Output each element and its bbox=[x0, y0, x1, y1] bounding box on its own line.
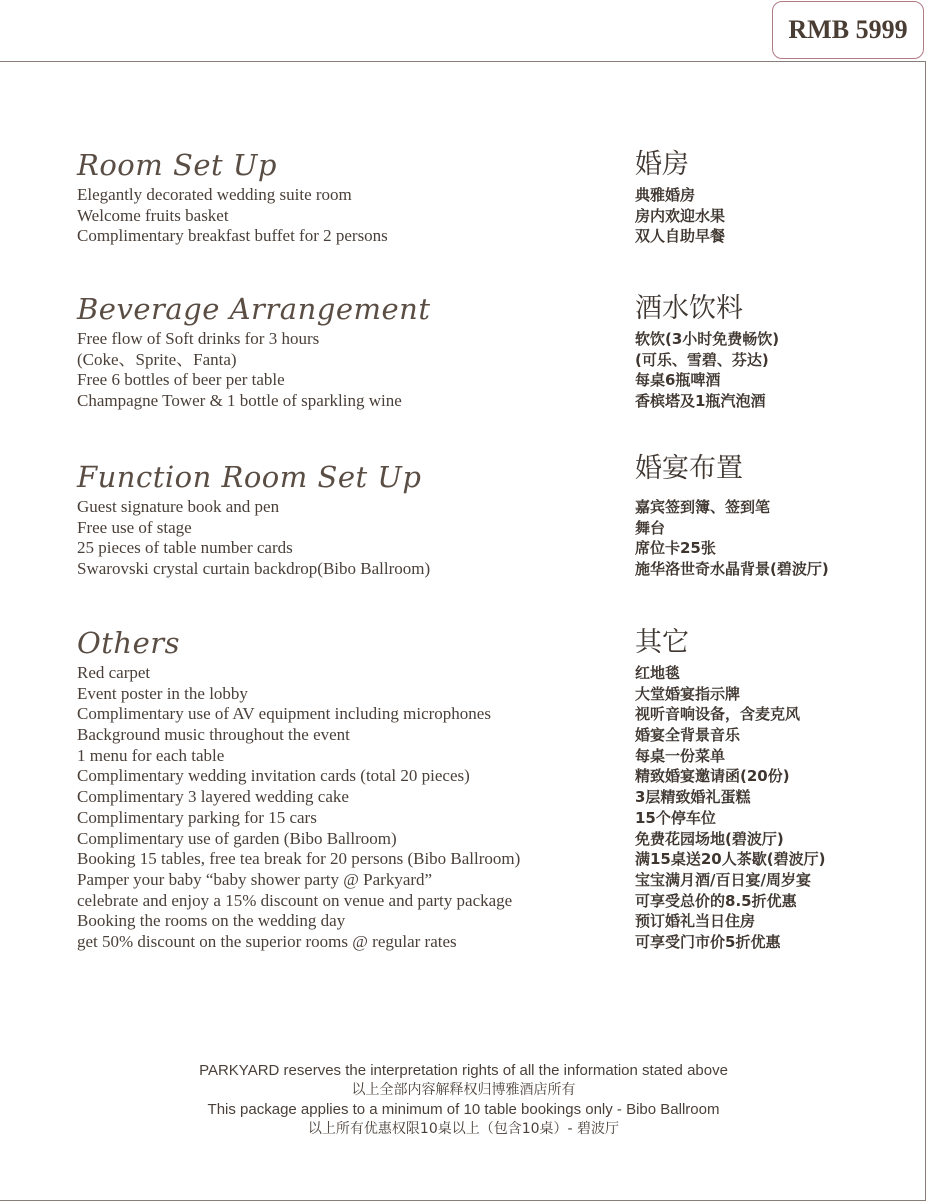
section-title: 酒水饮料 bbox=[635, 293, 743, 324]
list-item: 3层精致婚礼蛋糕 bbox=[635, 788, 751, 807]
section-title: Room Set Up bbox=[77, 148, 277, 182]
list-item: (Coke、Sprite、Fanta) bbox=[77, 349, 237, 369]
list-item: 房内欢迎水果 bbox=[635, 206, 726, 225]
list-item: 预订婚礼当日住房 bbox=[635, 912, 756, 931]
list-item: 满15桌送20人茶歇(碧波厅) bbox=[635, 850, 826, 869]
list-item: 15个停车位 bbox=[635, 808, 716, 827]
list-item: Background music throughout the event bbox=[77, 725, 350, 745]
list-item: Booking 15 tables, free tea break for 20 persons (Bibo Ballroom) bbox=[77, 849, 521, 869]
section-room-set-up-cn bbox=[635, 145, 925, 247]
list-item: 1 menu for each table bbox=[77, 745, 225, 765]
footer-rights-en: PARKYARD reserves the interpretation rights of all the information stated above bbox=[199, 1062, 728, 1079]
list-item: 免费花园场地(碧波厅) bbox=[635, 829, 784, 848]
list-item: 软饮(3小时免费畅饮) bbox=[635, 330, 780, 348]
list-item: Complimentary breakfast buffet for 2 persons bbox=[77, 226, 388, 246]
list-item: Swarovski crystal curtain backdrop(Bibo Ballroom) bbox=[77, 559, 431, 579]
list-item: Guest signature book and pen bbox=[77, 497, 280, 516]
footer-minimum-en: This package applies to a minimum of 10 table bookings only - Bibo Ballroom bbox=[207, 1101, 720, 1118]
section-title: 婚宴布置 bbox=[635, 453, 743, 484]
list-item: Complimentary wedding invitation cards (total 20 pieces) bbox=[77, 766, 470, 786]
list-item: Red carpet bbox=[77, 663, 151, 682]
list-item: 典雅婚房 bbox=[635, 186, 696, 204]
footer-rights-cn: 以上全部内容解释权归博雅酒店所有 bbox=[351, 1081, 576, 1098]
list-item: 视听音响设备，含麦克风 bbox=[635, 705, 801, 724]
list-item: 嘉宾签到簿、签到笔 bbox=[635, 498, 771, 516]
list-item: Complimentary 3 layered wedding cake bbox=[77, 787, 349, 807]
section-beverage-en bbox=[77, 289, 597, 412]
list-item: (可乐、雪碧、芬达) bbox=[635, 350, 769, 369]
list-item: Booking the rooms on the wedding day bbox=[77, 911, 346, 931]
section-others-cn bbox=[635, 623, 925, 953]
list-item: Champagne Tower & 1 bottle of sparkling wine bbox=[77, 391, 402, 411]
list-item: 香槟塔及1瓶汽泡酒 bbox=[635, 392, 766, 411]
section-room-set-up-en bbox=[77, 145, 597, 247]
list-item: 舞台 bbox=[635, 518, 666, 537]
section-function-room-cn bbox=[635, 449, 925, 580]
list-item: 大堂婚宴指示牌 bbox=[635, 684, 741, 703]
list-item: 宝宝满月酒/百日宴/周岁宴 bbox=[635, 870, 811, 889]
price-tag: RMB 5999 bbox=[772, 1, 924, 59]
section-beverage-cn bbox=[635, 289, 925, 412]
list-item: Welcome fruits basket bbox=[77, 205, 229, 225]
list-item: Free flow of Soft drinks for 3 hours bbox=[77, 329, 320, 348]
section-function-room-en bbox=[77, 457, 597, 580]
list-item: get 50% discount on the superior rooms @ regular rates bbox=[77, 931, 457, 951]
section-title: 婚房 bbox=[635, 149, 689, 180]
list-item: celebrate and enjoy a 15% discount on venue and party package bbox=[77, 890, 513, 910]
list-item: 席位卡25张 bbox=[635, 539, 716, 558]
list-item: Complimentary parking for 15 cars bbox=[77, 807, 317, 827]
list-item: 每桌一份菜单 bbox=[635, 746, 726, 765]
list-item: 施华洛世奇水晶背景(碧波厅) bbox=[635, 560, 829, 579]
footer-notes bbox=[0, 1061, 927, 1139]
section-others-en bbox=[77, 623, 597, 953]
footer-minimum-cn: 以上所有优惠权限10桌以上（包含10桌）- 碧波厅 bbox=[307, 1120, 620, 1137]
list-item: Complimentary use of AV equipment including microphones bbox=[77, 704, 491, 724]
list-item: 25 pieces of table number cards bbox=[77, 538, 293, 558]
list-item: Free 6 bottles of beer per table bbox=[77, 370, 285, 390]
list-item: 可享受门市价5折优惠 bbox=[635, 932, 781, 951]
section-title: Others bbox=[77, 626, 181, 660]
section-title: Function Room Set Up bbox=[77, 460, 422, 494]
list-item: Pamper your baby “baby shower party @ Parkyard” bbox=[77, 869, 433, 889]
list-item: 双人自助早餐 bbox=[635, 227, 726, 246]
list-item: 可享受总价的8.5折优惠 bbox=[635, 891, 797, 910]
list-item: Free use of stage bbox=[77, 517, 192, 537]
section-title: 其它 bbox=[635, 627, 689, 658]
list-item: Complimentary use of garden (Bibo Ballroom) bbox=[77, 828, 397, 848]
list-item: Event poster in the lobby bbox=[77, 683, 248, 703]
section-title: Beverage Arrangement bbox=[77, 292, 431, 326]
list-item: 红地毯 bbox=[635, 664, 681, 682]
list-item: 婚宴全背景音乐 bbox=[635, 726, 741, 745]
list-item: Elegantly decorated wedding suite room bbox=[77, 185, 352, 204]
list-item: 每桌6瓶啤酒 bbox=[635, 371, 721, 390]
list-item: 精致婚宴邀请函(20份) bbox=[635, 767, 790, 786]
